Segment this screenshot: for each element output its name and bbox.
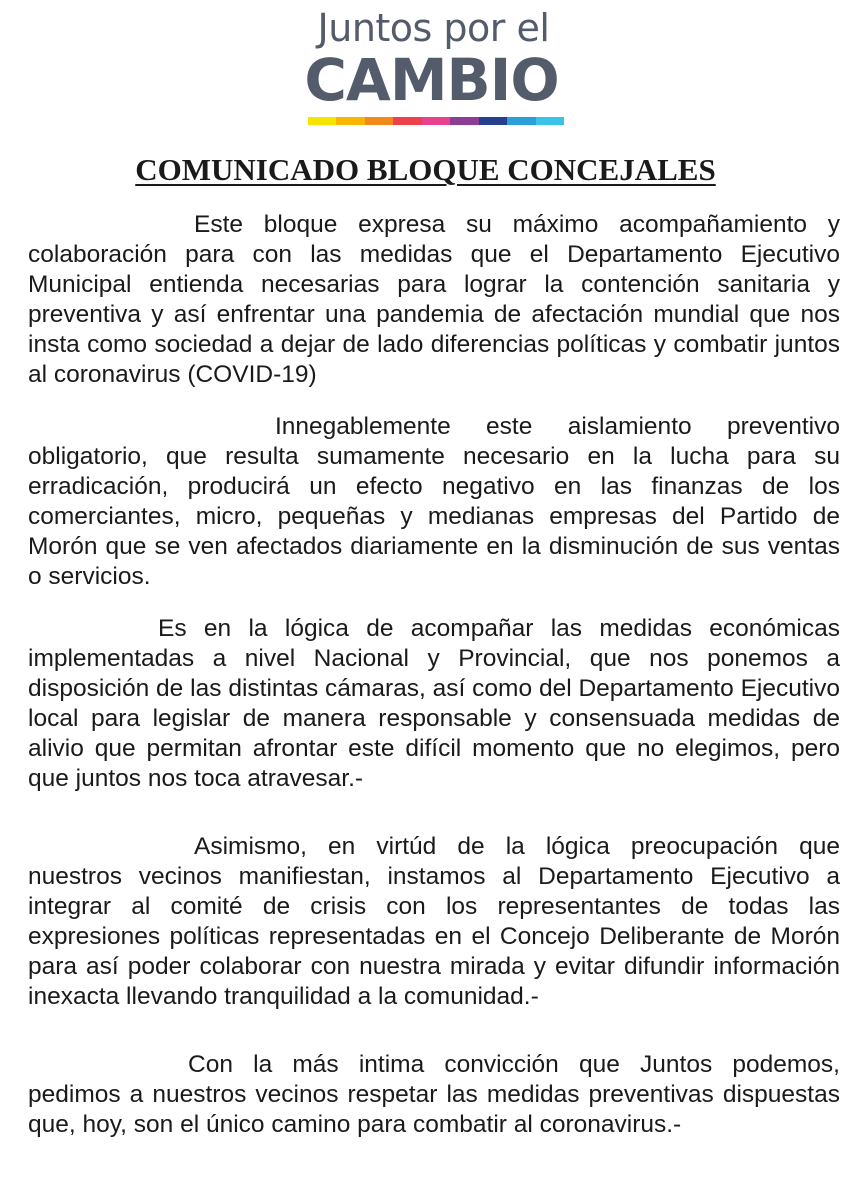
logo-color-segment [479,117,507,125]
paragraph: Asimismo, en virtúd de la lógica preocupación que nuestros vecinos manifiestan, instamos al Departamento Ejecutivo a integrar al comité de crisis con los representantes de todas las expresiones políticas representadas en el Concejo Deliberante de Morón para así poder colaborar con nuestra mirada y evitar difundir información inexacta llevando tranquilidad a la comunidad.- [28,833,840,1010]
logo-line-2: CAMBIO [304,46,559,114]
logo-color-segment [336,117,364,125]
paragraph: Con la más intima convicción que Juntos podemos, pedimos a nuestros vecinos respetar las medidas preventivas dispuestas que, hoy, son el único camino para combatir al coronavirus.- [28,1051,840,1138]
logo-color-segment [308,117,336,125]
paragraph: Es en la lógica de acompañar las medidas económicas implementadas a nivel Nacional y Provincial, que nos ponemos a disposición de las distintas cámaras, así como del Departamento Ejecutivo local para legislar de manera responsable y consensuada medidas de alivio que permitan afrontar este difícil momento que no elegimos, pero que juntos nos toca atravesar.- [28,615,840,792]
logo-color-segment [450,117,478,125]
logo-color-segment [536,117,564,125]
logo-color-segment [393,117,421,125]
logo-color-bar [308,117,564,125]
logo-color-segment [507,117,535,125]
document-body [28,210,840,1162]
party-logo [0,6,859,114]
paragraph: Innegablemente este aislamiento preventivo obligatorio, que resulta sumamente necesario en la lucha para su erradicación, producirá un efecto negativo en las finanzas de los comerciantes, micro, pequeñas y medianas empresas del Partido de Morón que se ven afectados diariamente en la disminución de sus ventas o servicios. [28,413,840,590]
logo-color-segment [422,117,450,125]
logo-line-1: Juntos por el [317,6,550,50]
document-title: COMUNICADO BLOQUE CONCEJALES [135,152,716,187]
logo-color-segment [365,117,393,125]
paragraph: Este bloque expresa su máximo acompañamiento y colaboración para con las medidas que el Departamento Ejecutivo Municipal entienda necesarias para lograr la contención sanitaria y preventiva y así enfrentar una pandemia de afectación mundial que nos insta como sociedad a dejar de lado diferencias políticas y combatir juntos al coronavirus (COVID-19) [28,211,840,388]
